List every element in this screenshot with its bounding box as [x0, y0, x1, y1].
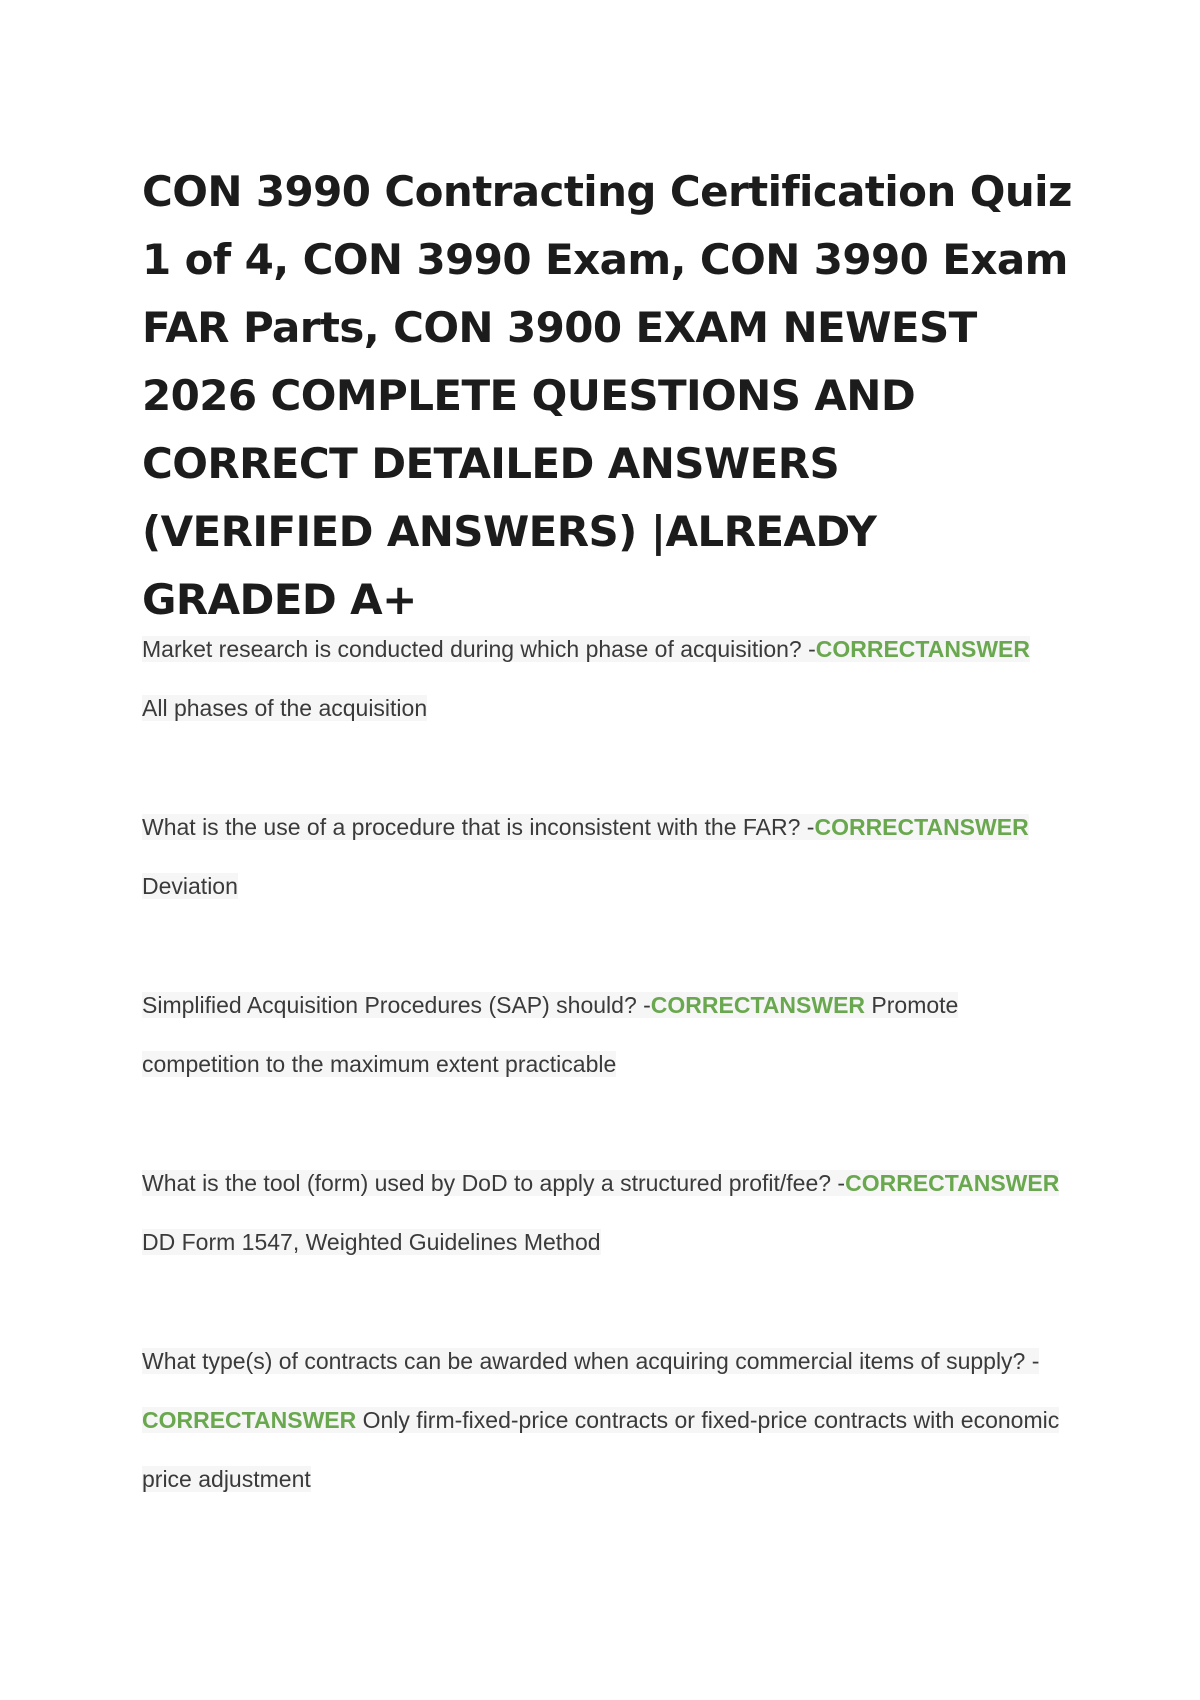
question-text: What is the tool (form) used by DoD to apply a structured profit/fee? -: [142, 1170, 846, 1196]
correct-answer-marker: CORRECTANSWER: [142, 1407, 357, 1433]
question-text: Simplified Acquisition Procedures (SAP) should? -: [142, 992, 651, 1018]
qa-item: [142, 798, 1062, 916]
correct-answer-marker: CORRECTANSWER: [650, 992, 866, 1018]
correct-answer-marker: CORRECTANSWER: [845, 1170, 1060, 1196]
answer-text: Promote competition to the maximum extent practicable: [142, 992, 959, 1077]
question-text: What is the use of a procedure that is inconsistent with the FAR? -: [142, 814, 815, 840]
qa-item: [142, 1332, 1062, 1509]
question-text: What type(s) of contracts can be awarded when acquiring commercial items of supply? -: [142, 1348, 1040, 1374]
correct-answer-marker: CORRECTANSWER: [814, 814, 1029, 840]
qa-item: [142, 1154, 1062, 1272]
qa-item: [142, 620, 1062, 738]
question-text: Market research is conducted during which phase of acquisition? -: [142, 636, 816, 662]
correct-answer-marker: CORRECTANSWER: [815, 636, 1030, 662]
qa-item: [142, 976, 1062, 1094]
answer-text: DD Form 1547, Weighted Guidelines Method: [142, 1229, 601, 1255]
answer-text: Deviation: [142, 873, 238, 899]
answer-text: Only firm-fixed-price contracts or fixed-price contracts with economic price adjustment: [142, 1407, 1060, 1492]
answer-text: All phases of the acquisition: [142, 695, 428, 721]
document-title: CON 3990 Contracting Certification Quiz 1 of 4, CON 3990 Exam, CON 3990 Exam FAR Parts, CON 3900 EXAM NEWEST 2026 COMPLETE QUESTIONS AND CORRECT DETAILED ANSWERS (VERIFIED ANSWERS) |ALREADY GRADED A+: [142, 167, 1072, 624]
qa-list: [142, 620, 1062, 1569]
